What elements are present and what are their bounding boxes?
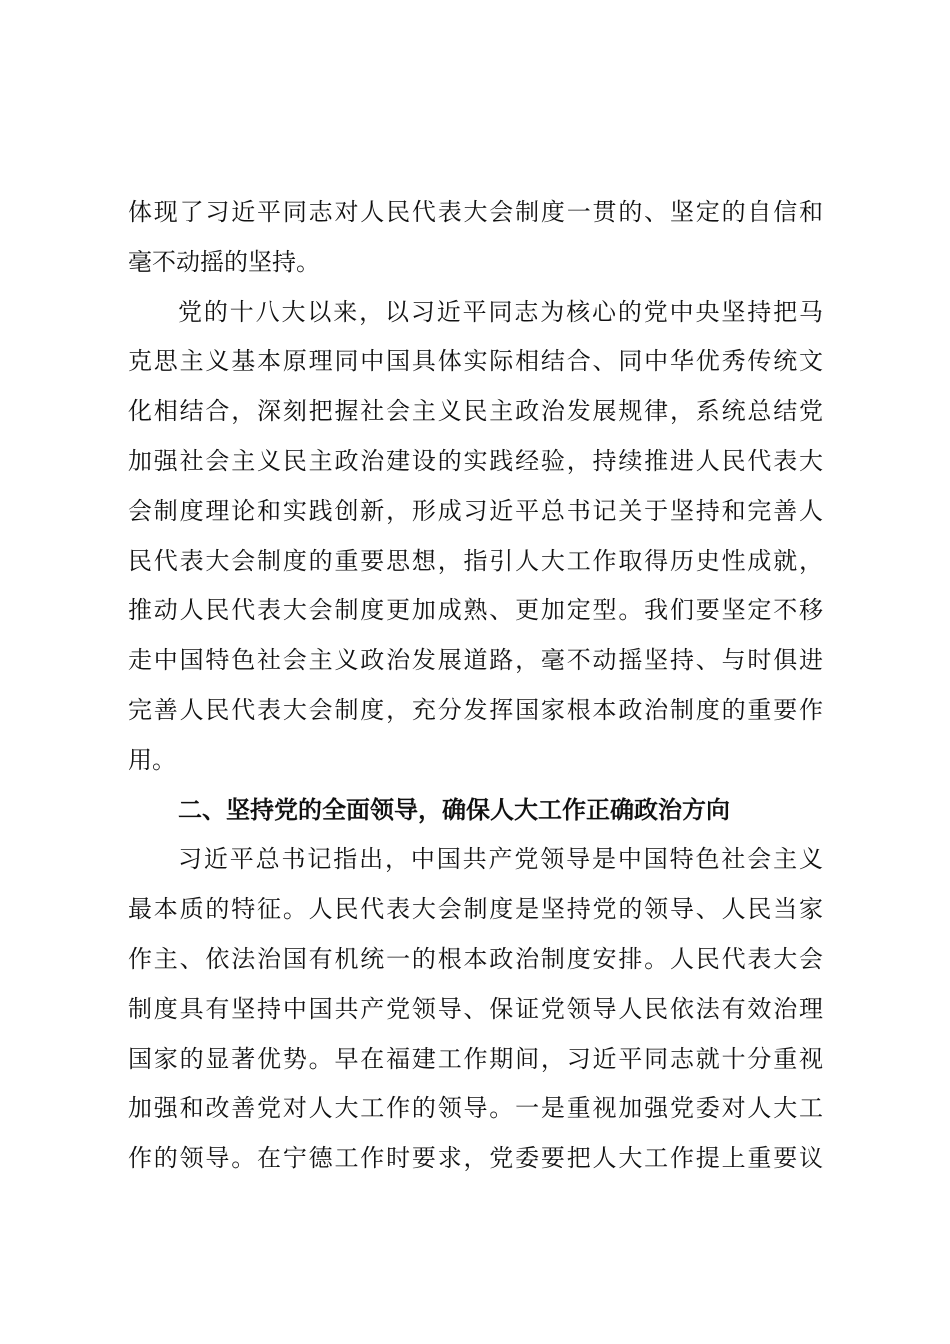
text-line: 作主、依法治国有机统一的根本政治制度安排。人民代表大会 (128, 944, 823, 973)
text-line: 作的领导。在宁德工作时要求，党委要把人大工作提上重要议 (128, 1144, 823, 1173)
text-line: 民代表大会制度的重要思想，指引人大工作取得历史性成就， (128, 546, 823, 575)
text-line: 加强社会主义民主政治建设的实践经验，持续推进人民代表大 (128, 446, 823, 475)
section-heading: 二、坚持党的全面领导，确保人大工作正确政治方向 (178, 795, 730, 824)
text-line: 体现了习近平同志对人民代表大会制度一贯的、坚定的自信和 (128, 198, 823, 226)
text-line: 用。 (128, 745, 176, 774)
text-line: 党的十八大以来，以习近平同志为核心的党中央坚持把马 (178, 297, 823, 326)
text-line: 习近平总书记指出，中国共产党领导是中国特色社会主义 (178, 845, 823, 874)
document-page (128, 188, 823, 1184)
text-line: 毫不动摇的坚持。 (128, 247, 320, 276)
text-line: 完善人民代表大会制度，充分发挥国家根本政治制度的重要作 (128, 695, 823, 724)
text-line: 制度具有坚持中国共产党领导、保证党领导人民依法有效治理 (128, 994, 823, 1023)
text-line: 化相结合，深刻把握社会主义民主政治发展规律，系统总结党 (128, 397, 823, 426)
text-line: 最本质的特征。人民代表大会制度是坚持党的领导、人民当家 (128, 895, 823, 924)
text-line: 推动人民代表大会制度更加成熟、更加定型。我们要坚定不移 (128, 596, 823, 625)
text-line: 加强和改善党对人大工作的领导。一是重视加强党委对人大工 (128, 1094, 823, 1123)
text-line: 克思主义基本原理同中国具体实际相结合、同中华优秀传统文 (128, 347, 823, 376)
text-line: 走中国特色社会主义政治发展道路，毫不动摇坚持、与时俱进 (128, 646, 823, 675)
text-line: 会制度理论和实践创新，形成习近平总书记关于坚持和完善人 (128, 496, 823, 525)
text-line: 国家的显著优势。早在福建工作期间，习近平同志就十分重视 (128, 1044, 823, 1073)
